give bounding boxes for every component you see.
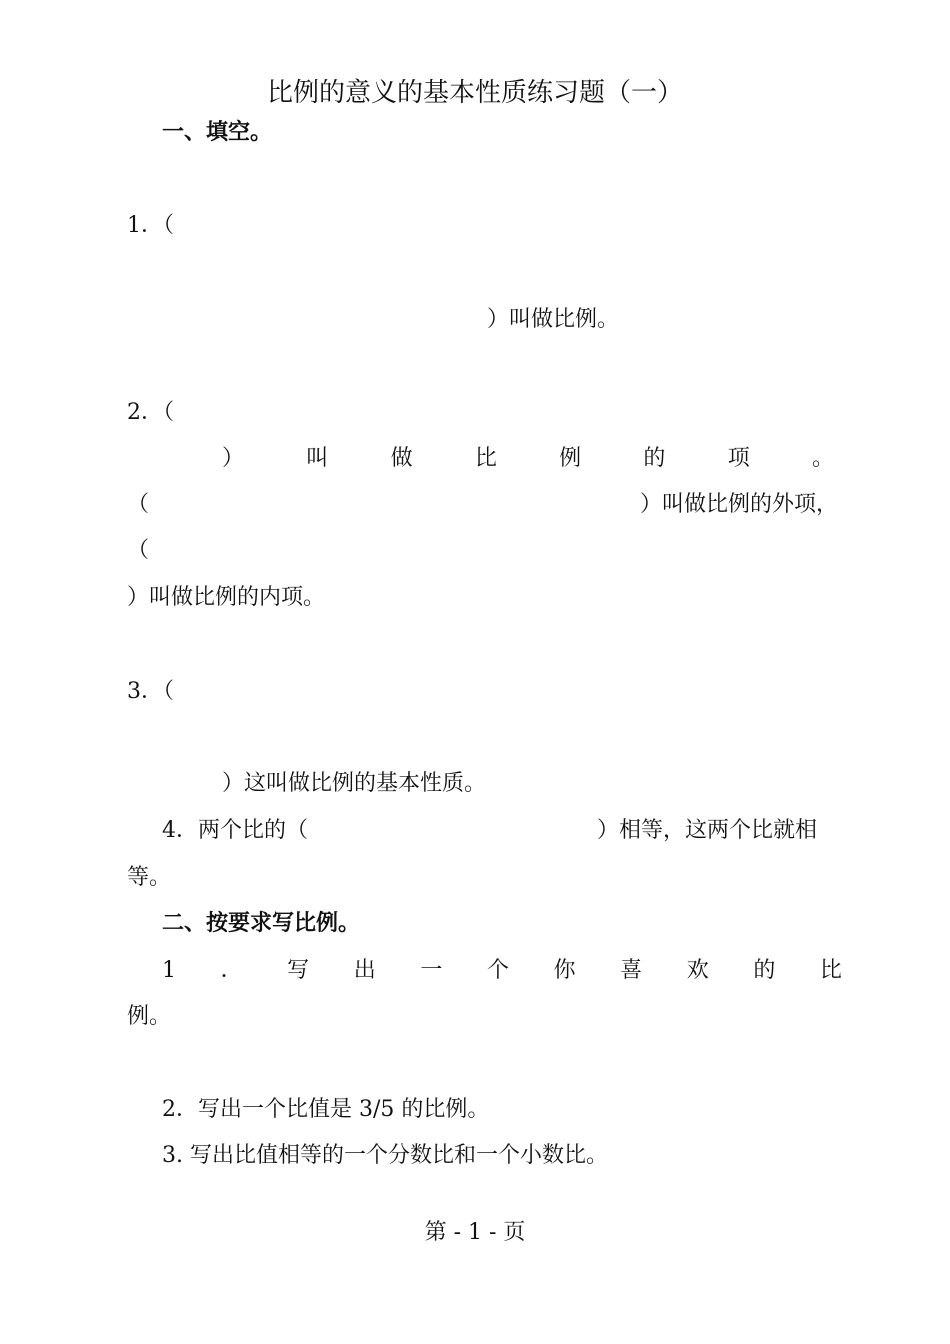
q3-end: ）这叫做比例的基本性质。 [222, 771, 487, 796]
section1-heading: 一、填空。 [162, 120, 273, 145]
s2-q1-char: 1 [162, 958, 176, 983]
s2-q1-line [162, 958, 842, 984]
q1-number: 1．（ [127, 213, 174, 238]
q2-number: 2．（ [127, 400, 174, 425]
s2-q1-char: 出 [353, 958, 376, 983]
s2-q1-char: 个 [486, 958, 509, 983]
s2-q2: 2．写出一个比值是 3/5 的比例。 [162, 1097, 490, 1122]
s2-q1-char: 比 [819, 958, 842, 983]
q2-char: 叫 [306, 446, 329, 471]
q4-start: 4．两个比的（ [162, 818, 308, 843]
q2-char: 例 [559, 446, 582, 471]
q2-outer-open: （ [127, 492, 150, 517]
section2-heading: 二、按要求写比例。 [162, 911, 361, 936]
s2-q1-char: 写 [287, 958, 310, 983]
s2-q1-char: 一 [420, 958, 443, 983]
s2-q1-char: 的 [753, 958, 776, 983]
s2-q1-char: 你 [553, 958, 576, 983]
q2-char: 。 [811, 446, 834, 471]
q3-number: 3．（ [127, 679, 174, 704]
s2-q1-char: 喜 [620, 958, 643, 983]
q2-char: 的 [643, 446, 666, 471]
q2-char: ） [222, 446, 245, 471]
q1-end: ）叫做比例。 [487, 307, 620, 332]
page-title: 比例的意义的基本性质练习题（一） [266, 78, 683, 108]
q2-char: 项 [727, 446, 750, 471]
q2-inner-open: （ [127, 538, 150, 563]
q4-wrap: 等。 [127, 865, 172, 890]
s2-q1-wrap: 例。 [127, 1004, 172, 1029]
s2-q3: 3. 写出比值相等的一个分数比和一个小数比。 [162, 1143, 608, 1168]
q2-line2 [222, 446, 834, 472]
s2-q1-char: ． [220, 958, 243, 983]
q2-char: 做 [390, 446, 413, 471]
page-footer: 第 - 1 - 页 [424, 1220, 526, 1245]
q2-outer-close: ）叫做比例的外项， [640, 492, 839, 517]
q2-char: 比 [474, 446, 497, 471]
s2-q1-char: 欢 [686, 958, 709, 983]
q2-inner-close: ）叫做比例的内项。 [127, 585, 326, 610]
q4-close: ）相等，这两个比就相 [597, 818, 818, 843]
